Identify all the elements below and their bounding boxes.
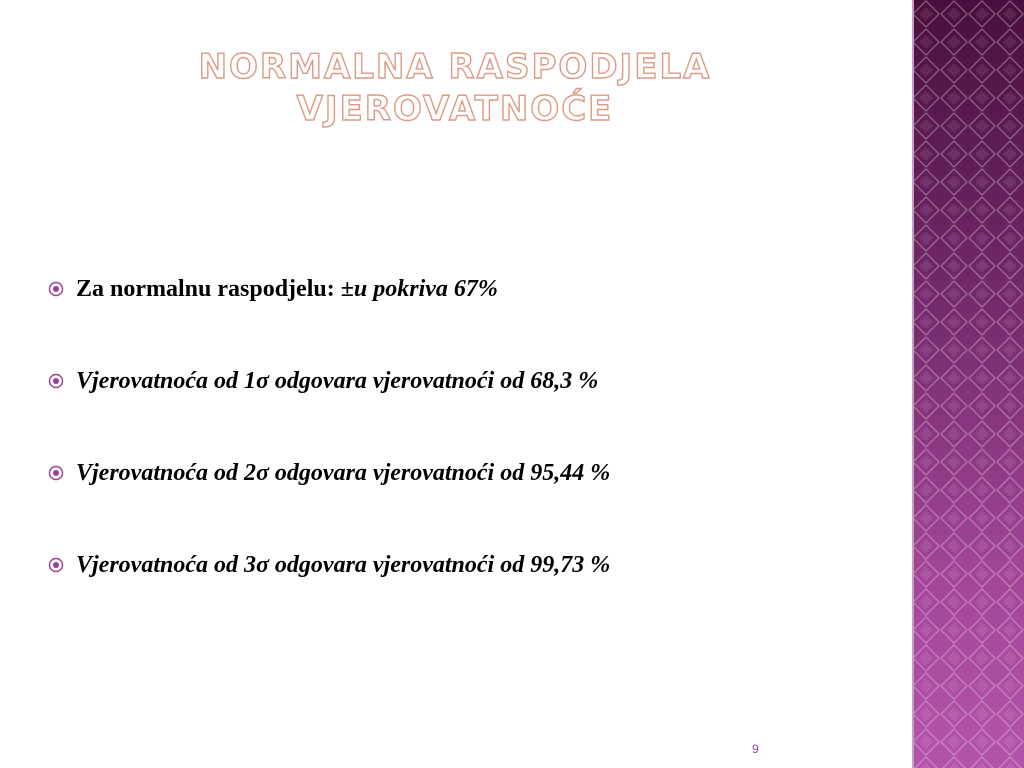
page-number: 9 [752, 742, 759, 756]
circled-dot-icon [48, 373, 64, 389]
bullet-text: Vjerovatnoća od 3σ odgovara vjerovatnoći od 99,73 % [76, 552, 611, 578]
bullet-text: Vjerovatnoća od 1σ odgovara vjerovatnoći od 68,3 % [76, 368, 599, 394]
diamond-pattern [912, 0, 1024, 768]
circled-dot-icon [48, 557, 64, 573]
title-line-1: NORMALNA RASPODJELA [198, 47, 712, 87]
bullet-item [48, 454, 888, 546]
decorative-side-panel [912, 0, 1024, 768]
bullet-item [48, 362, 888, 454]
bullet-text: Vjerovatnoća od 2σ odgovara vjerovatnoći od 95,44 % [76, 460, 611, 486]
bullet-text [76, 270, 498, 308]
bullet-item [48, 270, 888, 362]
bullet-text-bold: Za normalnu raspodjelu: ± [76, 276, 354, 302]
bullet-item [48, 546, 888, 638]
side-panel-edge [912, 0, 914, 768]
bullet-list [48, 270, 888, 638]
circled-dot-icon [48, 281, 64, 297]
title-line-2: VJEROVATNOĆE [296, 89, 614, 129]
circled-dot-icon [48, 465, 64, 481]
slide-title [140, 46, 770, 130]
bullet-text-italic: u pokriva 67% [353, 276, 498, 302]
